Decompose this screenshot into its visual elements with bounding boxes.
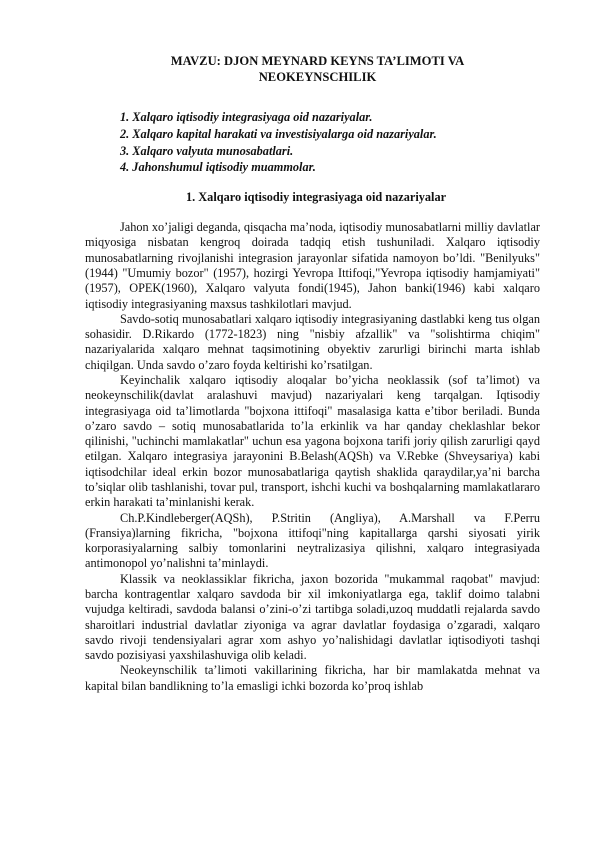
outline-item: 4. Jahonshumul iqtisodiy muammolar. bbox=[120, 160, 316, 175]
page-title bbox=[95, 54, 540, 85]
title-line-2: NEOKEYNSCHILIK bbox=[258, 69, 377, 84]
outline-item: 2. Xalqaro kapital harakati va investisiyalarga oid nazariyalar. bbox=[120, 126, 437, 141]
section-heading: 1. Xalqaro iqtisodiy integrasiyaga oid nazariyalar bbox=[186, 190, 447, 205]
paragraph: Jahon xo’jaligi deganda, qisqacha ma’noda, iqtisodiy munosabatlarni milliy davlatlar miqyosiga nisbatan kengroq doirada tadqiq etish tushuniladi. Xalqaro iqtisodiy munosabatlarning rivojlanishi integrasion jarayonlar sifatida namoyon bo’ldi. "Benilyuks"(1944) "Umumiy bozor" (1957), hozirgi Yevropa Ittifoqi,"Yevropa iqtisodiy hamjamiyati" (1957), OPEK(1960), Xalqaro valyuta fondi(1945), Jahon banki(1946) kabi xalqaro iqtisodiy integrasiyaning maxsus tashkilotlari mavjud. bbox=[85, 220, 540, 311]
paragraph: Savdo-sotiq munosabatlari xalqaro iqtisodiy integrasiyaning dastlabki keng tus olgan sohasidir. D.Rikardo (1772-1823) ning "nisbiy afzallik" va "solishtirma chiqim" nazariyalarida xalqaro mehnat taqsimotining obyektiv zarurligi birinchi marta ishlab chiqilgan. Unda savdo o’zaro foyda keltirishi ko’rsatilgan. bbox=[85, 311, 540, 372]
outline-item: 1. Xalqaro iqtisodiy integrasiyaga oid nazariyalar. bbox=[120, 110, 373, 124]
title-line-1: MAVZU: DJON MEYNARD KEYNS TA’LIMOTI VA bbox=[170, 54, 465, 68]
outline-item: 3. Xalqaro valyuta munosabatlari. bbox=[120, 143, 294, 158]
paragraph: Ch.P.Kindleberger(AQSh), P.Stritin (Angliya), A.Marshall va F.Perru (Fransiya)larning fikricha, "bojxona ittifoqi"ning kapitallarga qarshi siyosati yirik korporasiyalarning salbiy tomonlarini neytralizasiya qilishni, xalqaro integrasiyada antimonopol yo’nalishni ta’minlaydi. bbox=[85, 510, 540, 571]
paragraph: Klassik va neoklassiklar fikricha, jaxon bozorida "mukammal raqobat" mavjud: barcha kontragentlar xalqaro savdoda bir xil imkoniyatlarga ega, taklif doimo talabni vujudga keltiradi, savdoda balansi o’zini-o’zi tartibga soladi,uzoq muddatli rejalarda savdo sharoitlari industrial davlatlar ziyoniga va agrar davlatlar foydasiga o’zgaradi, xalqaro savdo rivoji tendensiyalari agrar xom ashyo yo’nalishidagi davlatlar iqtisodiyoti tashqi savdo pozisiyasi yaxshilashuviga olib keladi. bbox=[85, 571, 540, 663]
topic-outline bbox=[120, 109, 540, 176]
paragraph: Keyinchalik xalqaro iqtisodiy aloqalar bo’yicha neoklassik (sof ta’limot) va neokeynschilik(davlat aralashuvi mavjud) nazariyalari keng tarqalgan. Iqtisodiy integrasiyaga oid ta’limotlarda "bojxona ittifoqi" masalasiga katta e’tibor beriladi. Bunda o’zaro savdo – sotiq munosabatlarida to’la erkinlik va har qanday cheklashlar bekor qilinishi, "uchinchi mamlakatlar" uchun esa yagona bojxona tarifi joriy qilish zarurligi qayd etilgan. Xalqaro integrasiya jarayonini B.Belash(AQSh) va V.Rebke (Shveysariya) kabi iqtisodchilar ideal erkin bozor munosabatlariga qaytish shaklida qaraydilar,ya’ni barcha to’siqlar olib tashlanishi, tovar pul, transport, ishchi kuchi va boshqalarning mamlakatlararo erkin harakati ta’minlanishi kerak. bbox=[85, 373, 540, 510]
body-text bbox=[85, 220, 540, 694]
paragraph: Neokeynschilik ta’limoti vakillarining fikricha, har bir mamlakatda mehnat va kapital bilan bandlikning to’la emasligi ichki bozorda ko’proq ishlab bbox=[85, 663, 540, 693]
